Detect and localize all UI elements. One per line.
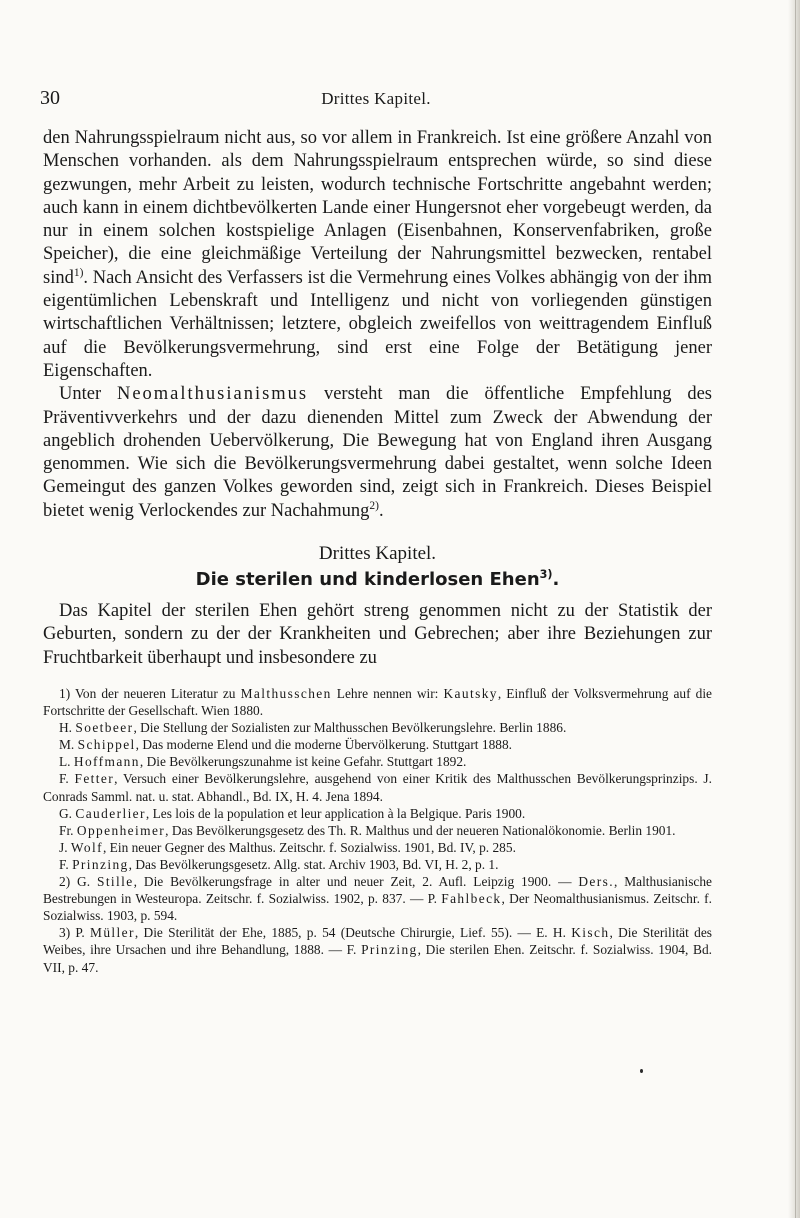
footnote-line: F. Fetter, Versuch einer Bevölkerungslehre, ausgehend von einer Kritik des Malthusschen Bevölkerungsprinzips. J. Conrads Samml. nat. u. stat. Abhandl., Bd. IX, H. 4. Jena 1894. [43,771,712,804]
footnote-ref: 1) [73,266,84,279]
page-edge-line [795,0,796,1218]
footnote-line: 2) G. Stille, Die Bevölkerungsfrage in alter und neuer Zeit, 2. Aufl. Leipzig 1900. — Ders., Malthusianische Bestrebungen in Westeuropa. Zeitschr. f. Sozialwiss. 1902, p. 837. — P. Fahlbeck, Der Neomalthusianismus. Zeitschr. f. Sozialwiss. 1903, p. 594. [43,874,713,924]
page-header [40,87,712,111]
chapter-opening-text [43,600,712,670]
paragraph: Unter Neomalthusianismus versteht man die öffentliche Empfehlung des Präventivverkehrs und der dazu dienenden Mittel zum Zweck der Abwendung der angeblich drohenden Uebervölkerung, Die Bewegung hat von England ihren Ausgang genommen. Wie sich die Bevölkerungsvermehrung dabei gestaltet, wenn solche Ideen Gemeingut des ganzen Volkes geworden sind, zeigt sich in Frankreich. Dieses Beispiel bietet wenig Verlockendes zur Nachahmung$^{2)}$. [43,384,713,521]
footnote-line: H. Soetbeer, Die Stellung der Sozialisten zur Malthusschen Bevölkerungslehre. Berlin 1886. [59,720,567,736]
footnote-line: 3) P. Müller, Die Sterilität der Ehe, 1885, p. 54 (Deutsche Chirurgie, Lief. 55). — E. H. Kisch, Die Sterilität des Weibes, ihre Ursachen und ihre Behandlung, 1888. — F. Prinzing, Die sterilen Ehen. Zeitschr. f. Sozialwiss. 1904, Bd. VII, p. 47. [43,925,712,975]
footnote-line: M. Schippel, Das moderne Elend und die moderne Übervölkerung. Stuttgart 1888. [59,737,513,753]
page-spine-shadow [788,0,800,1218]
footnote-line: J. Wolf, Ein neuer Gegner des Malthus. Zeitschr. f. Sozialwiss. 1901, Bd. IV, p. 285. [59,839,516,855]
page-number: 30 [40,87,60,109]
paragraph: Das Kapitel der sterilen Ehen gehört streng genommen nicht zu der Statistik der Geburten, sondern zu der der Krankheiten und Gebrechen; aber ihre Beziehungen zur Fruchtbarkeit überhaupt und insbesondere zu [43,601,712,668]
running-head: Drittes Kapitel. [321,89,431,108]
footnote-line: F. Prinzing, Das Bevölkerungsgesetz. Allg. stat. Archiv 1903, Bd. VI, H. 2, p. 1. [59,856,499,872]
footnote-ref: 2) [369,499,379,512]
paragraph: den Nahrungsspielraum nicht aus, so vor allem in Frankreich. Ist eine größere Anzahl von Menschen vorhanden. als dem Nahrungsspielraum entsprechen würde, so sind diese gezwungen, mehr Arbeit zu leisten, wodurch technische Fortschritte angebahnt werden; auch kann in einem dichtbevölkerten Lande einer Hungersnot eher vorgebeugt werden, da nur in einem solchen kostspielige Anlagen (Eisenbahnen, Konservenfabriken, große Speicher), die eine gleichmäßige Verteilung der Nahrungsmittel bezwecken, rentabel sind$^{1)}$. Nach Ansicht des Verfassers ist die Vermehrung eines Volkes abhängig von der ihm eigentümlichen Lebenskraft und Intelligenz und nicht von vorliegenden günstigen wirtschaftlichen Verhältnissen; letztere, obgleich zweifellos von weittragendem Einfluß auf die Bevölkerungsvermehrung, sind erst eine Folge der Betätigung jener Eigenschaften. [43,128,712,381]
footnote-line: 1) Von der neueren Literatur zu Malthusschen Lehre nennen wir: Kautsky, Einfluß der Volksvermehrung auf die Fortschritte der Gesellschaft. Wien 1880. [43,686,712,719]
footnote-line: L. Hoffmann, Die Bevölkerungszunahme ist keine Gefahr. Stuttgart 1892. [59,754,467,770]
footnote-line: Fr. Oppenheimer, Das Bevölkerungsgesetz des Th. R. Malthus und der neueren Nationalökonomie. Berlin 1901. [59,822,676,838]
footnote-line: G. Cauderlier, Les lois de la population et leur application à la Belgique. Paris 1900. [59,805,526,821]
body-text [43,127,712,523]
ink-speck [640,1069,643,1073]
chapter-number: Drittes Kapitel. [318,543,437,564]
spaced-term: Neomalthusianismus [116,384,309,405]
footnote-ref: 3) [539,568,553,581]
footnotes [43,685,712,976]
chapter-title: Die sterilen und kinderlosen Ehen$^{3)}$. [195,568,560,590]
